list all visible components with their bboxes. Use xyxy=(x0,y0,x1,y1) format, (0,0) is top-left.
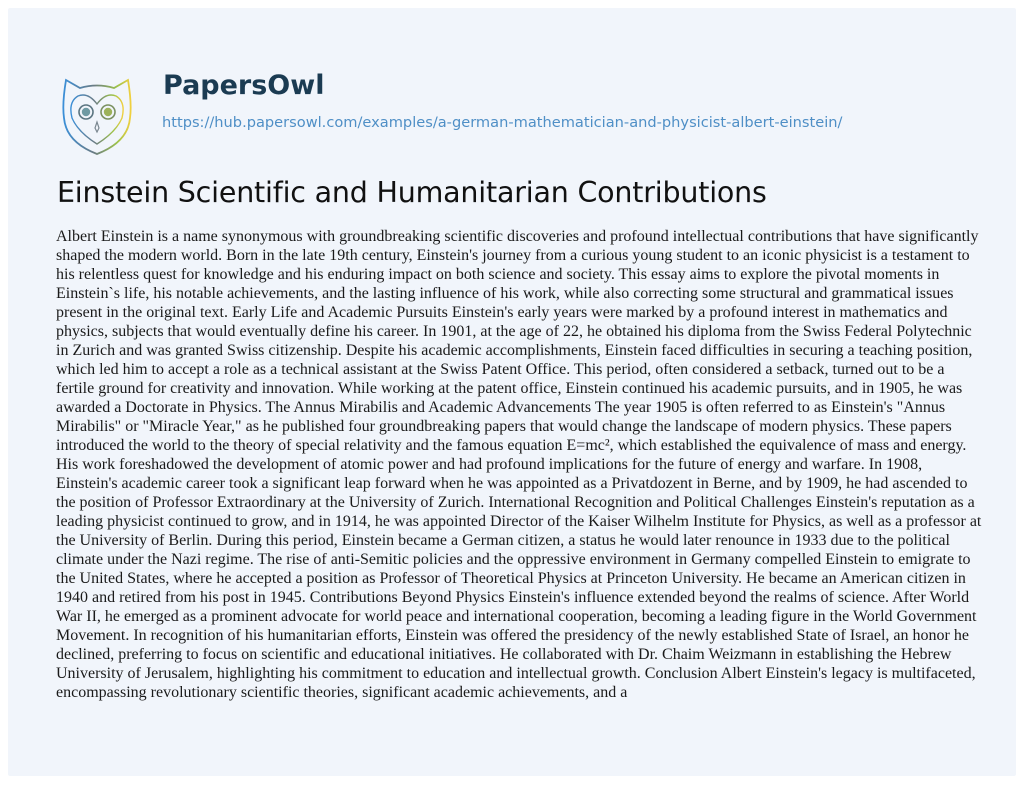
body-line: leading physicist continued to grow, and in 1914, he was appointed Director of the Kaiser Wilhelm Institute for Physics, as well as a professor at xyxy=(56,513,982,530)
body-line: 1940 and retired from his post in 1945. Contributions Beyond Physics Einstein's influence extended beyond the realms of science. After World xyxy=(56,589,970,606)
article-body xyxy=(56,227,986,702)
document-card xyxy=(8,8,1016,776)
body-line: awarded a Doctorate in Physics. The Annus Mirabilis and Academic Advancements The year 1905 is often referred to as Einstein's "Annus xyxy=(56,399,946,416)
body-line: present in the original text. Early Life and Academic Pursuits Einstein's early years were marked by a profound interest in mathematics and xyxy=(56,304,948,321)
body-line: His work foreshadowed the development of atomic power and had profound implications for the future of energy and warfare. In 1908, xyxy=(56,456,923,473)
body-line: Einstein`s life, his notable achievements, and the lasting influence of his work, while also correcting some structural and grammatical issues xyxy=(56,285,954,302)
body-line: Albert Einstein is a name synonymous with groundbreaking scientific discoveries and profound intellectual contributions that have significantly xyxy=(56,228,979,245)
body-line: War II, he emerged as a prominent advocate for world peace and international cooperation, becoming a leading figure in the World Government xyxy=(56,608,977,625)
body-line: his relentless quest for knowledge and his enduring impact on both science and society. This essay aims to explore the pivotal moments in xyxy=(56,266,940,283)
owl-logo-icon xyxy=(58,74,136,158)
body-line: Einstein's academic career took a significant leap forward when he was appointed as a Privatdozent in Berne, and by 1909, he had ascended to xyxy=(56,475,968,492)
body-line: Movement. In recognition of his humanitarian efforts, Einstein was offered the presidency of the newly established State of Israel, an honor he xyxy=(56,627,969,644)
body-line: in Zurich and was granted Swiss citizenship. Despite his academic accomplishments, Einstein faced difficulties in securing a teaching position, xyxy=(56,342,973,359)
body-line: declined, preferring to focus on scientific and educational initiatives. He collaborated with Dr. Chaim Weizmann in establishing the Hebrew xyxy=(56,646,952,663)
body-line: which led him to accept a role as a technical assistant at the Swiss Patent Office. This period, often considered a setback, turned out to be a xyxy=(56,361,945,378)
body-line: encompassing revolutionary scientific theories, significant academic achievements, and a xyxy=(56,684,628,701)
body-line: University of Jerusalem, highlighting his commitment to education and intellectual growth. Conclusion Albert Einstein's legacy is multifaceted, xyxy=(56,665,976,682)
body-line: the United States, where he accepted a position as Professor of Theoretical Physics at Princeton University. He became an American citizen in xyxy=(56,570,966,587)
body-line: the University of Berlin. During this period, Einstein became a German citizen, a status he would later renounce in 1933 due to the political xyxy=(56,532,950,549)
source-url-link[interactable]: https://hub.papersowl.com/examples/a-german-mathematician-and-physicist-albert-einstein/ xyxy=(162,114,843,131)
body-line: Mirabilis" or "Miracle Year," as he published four groundbreaking papers that would change the landscape of modern physics. These papers xyxy=(56,418,952,435)
body-line: shaped the modern world. Born in the late 19th century, Einstein's journey from a curious young student to an iconic physicist is a testament to xyxy=(56,247,970,264)
body-line: physics, subjects that would eventually define his career. In 1901, at the age of 22, he obtained his diploma from the Swiss Federal Polytechnic xyxy=(56,323,972,340)
body-line: climate under the Nazi regime. The rise of anti-Semitic policies and the oppressive environment in Germany compelled Einstein to emigrate to xyxy=(56,551,971,568)
body-line: introduced the world to the theory of special relativity and the famous equation E=mc², which established the equivalence of mass and energy. xyxy=(56,437,967,454)
brand-name[interactable]: PapersOwl xyxy=(163,70,325,101)
page-title: Einstein Scientific and Humanitarian Contributions xyxy=(57,176,767,209)
body-line: the position of Professor Extraordinary at the University of Zurich. International Recognition and Political Challenges Einstein's reputation as a xyxy=(56,494,975,511)
body-line: fertile ground for creativity and innovation. While working at the patent office, Einstein continued his academic pursuits, and in 1905, he was xyxy=(56,380,963,397)
